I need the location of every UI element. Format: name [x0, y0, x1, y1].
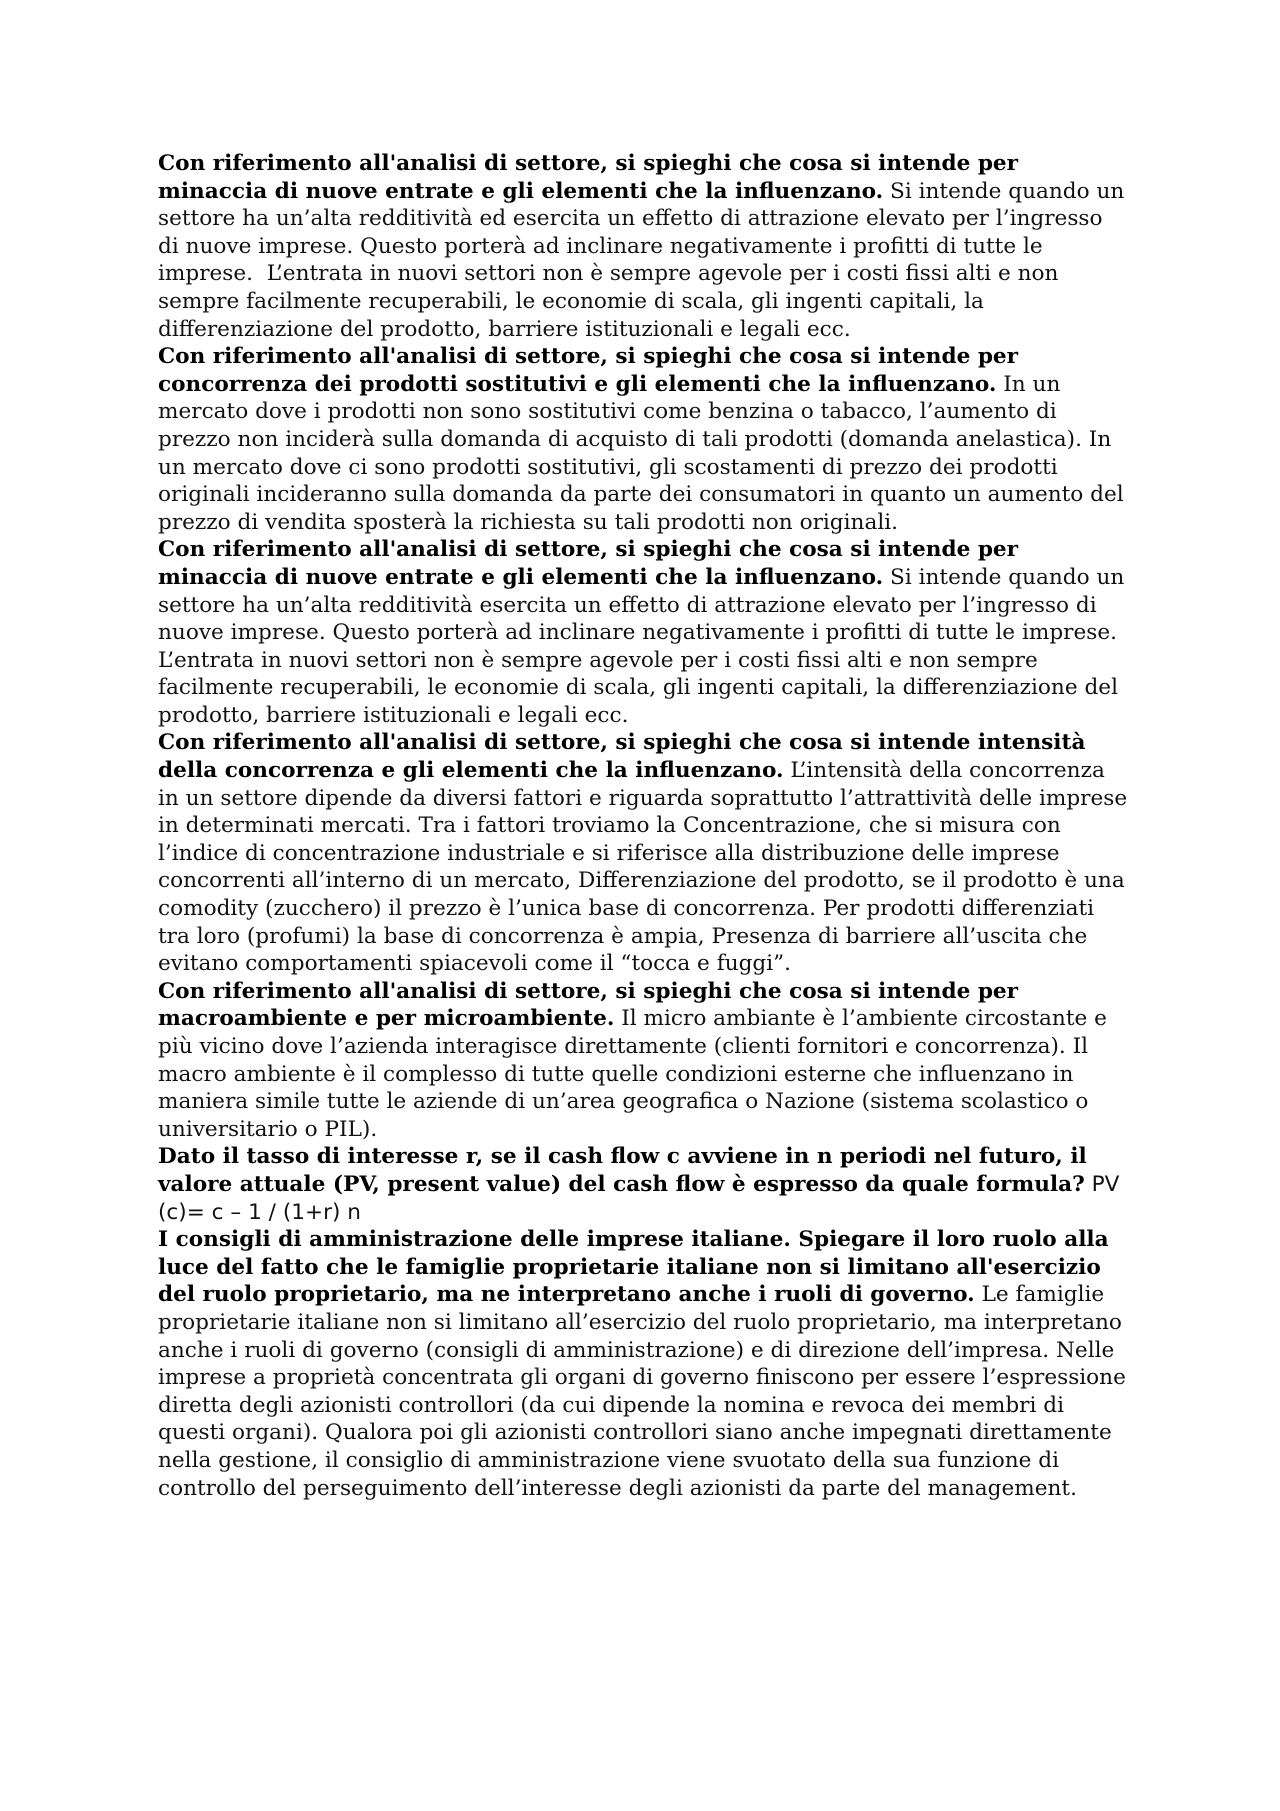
- qa-paragraph-1: [158, 150, 1132, 343]
- answer-text-3: Si intende quando un settore ha un’alta redditività esercita un effetto di attrazione elevato per l’ingresso di nuove imprese. Questo porterà ad inclinare negativamente i profitti di tutte le imprese. L’entrata in nuovi settori non è sempre agevole per i costi fissi alti e non sempre facilmente recuperabili, le economie di scala, gli ingenti capitali, la differenziazione del prodotto, barriere istituzionali e legali ecc.: [158, 564, 1132, 728]
- document-page: [158, 150, 1135, 1502]
- question-text-6: Dato il tasso di interesse r, se il cash flow c avviene in n periodi nel futuro, il valore attuale (PV, present value) del cash flow è espresso da quale formula?: [158, 1144, 1095, 1197]
- question-text-2: Con riferimento all'analisi di settore, si spieghi che cosa si intende per concorrenza dei prodotti sostitutivi e gli elementi che la influenzano.: [158, 344, 1026, 397]
- qa-paragraph-3: [158, 536, 1132, 729]
- question-text-4: Con riferimento all'analisi di settore, si spieghi che cosa si intende intensità della concorrenza e gli elementi che la influenzano.: [158, 730, 1094, 784]
- answer-text-4: L’intensità della concorrenza in un settore dipende da diversi fattori e riguarda soprattutto l’attrattività delle imprese in determinati mercati. Tra i fattori troviamo la Concentrazione, che si misura con l’indice di concentrazione industriale e si riferisce alla distribuzione delle imprese concorrenti all’interno di un mercato, Differenziazione del prodotto, se il prodotto è una comodity (zucchero) il prezzo è l’unica base di concorrenza. Per prodotti differenziati tra loro (profumi) la base di concorrenza è ampia, Presenza di barriere all’uscita che evitano comportamenti spiacevoli come il “tocca e fuggi”.: [158, 758, 1135, 977]
- question-text-3: Con riferimento all'analisi di settore, si spieghi che cosa si intende per minaccia di nuove entrate e gli elementi che la influenzano.: [158, 537, 1026, 590]
- question-text-1: Con riferimento all'analisi di settore, si spieghi che cosa si intende per minaccia di nuove entrate e gli elementi che la influenzano.: [158, 151, 1026, 204]
- qa-paragraph-5: [158, 978, 1128, 1144]
- formula-text: PV (c)= c – 1 / (1+r) n: [158, 1171, 1127, 1225]
- question-text-7: I consigli di amministrazione delle imprese italiane. Spiegare il loro ruolo alla luce del fatto che le famiglie proprietarie italiane non si limitano all'esercizio del ruolo proprietario, ma ne interpretano anche i ruoli di governo.: [158, 1227, 1117, 1308]
- qa-paragraph-6: [158, 1143, 1128, 1226]
- answer-text-2: In un mercato dove i prodotti non sono sostitutivi come benzina o tabacco, l’aumento di prezzo non inciderà sulla domanda di acquisto di tali prodotti (domanda anelastica). In un mercato dove ci sono prodotti sostitutivi, gli scostamenti di prezzo dei prodotti originali incideranno sulla domanda da parte dei consumatori in quanto un aumento del prezzo di vendita sposterà la richiesta su tali prodotti non originali.: [158, 371, 1131, 535]
- answer-text-7: Le famiglie proprietarie italiane non si limitano all’esercizio del ruolo proprietario, ma interpretano anche i ruoli di governo (consigli di amministrazione) e di direzione dell’impresa. Nelle imprese a proprietà concentrata gli organi di governo finiscono per essere l’espressione diretta degli azionisti controllori (da cui dipende la nomina e revoca dei membri di questi organi). Qualora poi gli azionisti controllori siano anche impegnati direttamente nella gestione, il consiglio di amministrazione viene svuotato della sua funzione di controllo del perseguimento dell’interesse degli azionisti da parte del management.: [158, 1282, 1133, 1501]
- qa-paragraph-4: [158, 729, 1135, 977]
- question-text-5: Con riferimento all'analisi di settore, si spieghi che cosa si intende per macroambiente e per microambiente.: [158, 978, 1026, 1032]
- qa-paragraph-7: [158, 1226, 1133, 1502]
- qa-paragraph-2: [158, 343, 1131, 536]
- answer-text-5: Il micro ambiante è l’ambiente circostante e più vicino dove l’azienda interagisce direttamente (clienti fornitori e concorrenza). Il macro ambiente è il complesso di tutte quelle condizioni esterne che influenzano in maniera simile tutte le aziende di un’area geografica o Nazione (sistema scolastico o universitario o PIL).: [158, 1006, 1114, 1142]
- answer-text-1: Si intende quando un settore ha un’alta redditività ed esercita un effetto di attrazione elevato per l’ingresso di nuove imprese. Questo porterà ad inclinare negativamente i profitti di tutte le imprese. L’entrata in nuovi settori non è sempre agevole per i costi fissi alti e non sempre facilmente recuperabili, le economie di scala, gli ingenti capitali, la differenziazione del prodotto, barriere istituzionali e legali ecc.: [158, 178, 1132, 342]
